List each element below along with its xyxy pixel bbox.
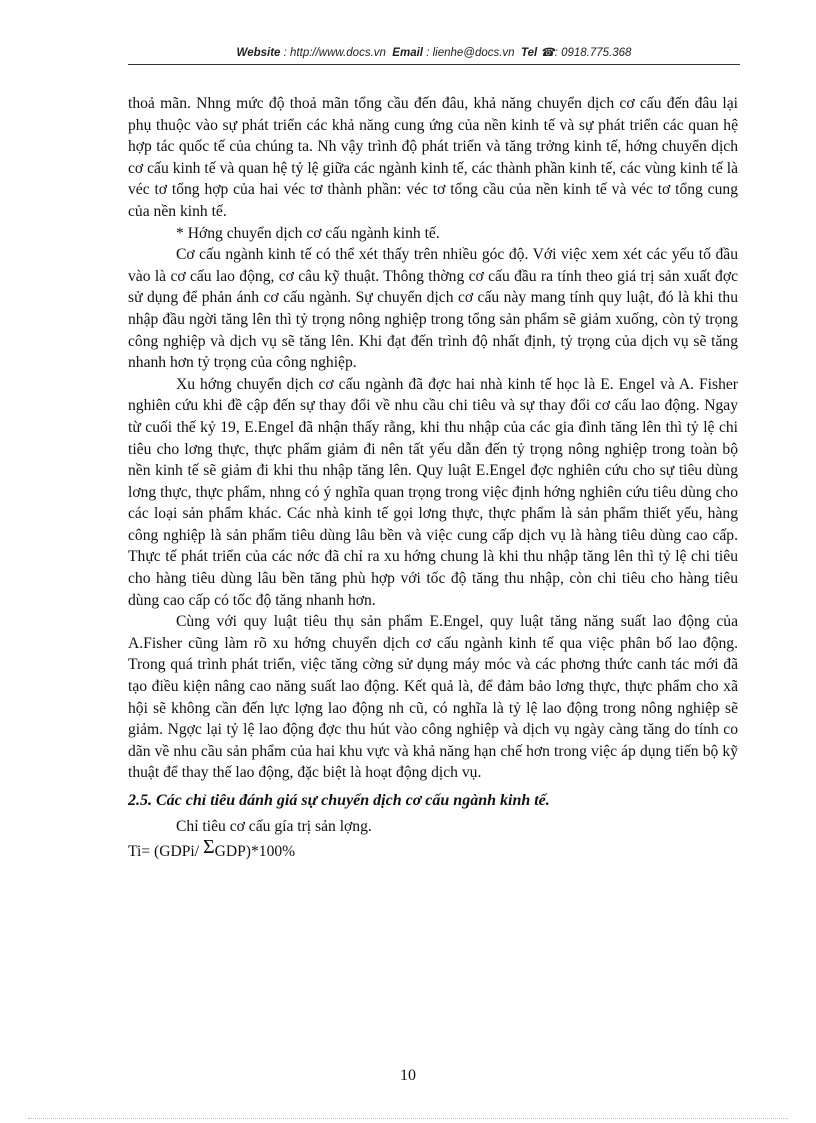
paragraph-6: Chỉ tiêu cơ cấu gía trị sản lợng.: [176, 817, 372, 835]
paragraph-2: * Hớng chuyển dịch cơ cấu ngành kinh tế.: [176, 224, 440, 242]
footer-divider: [28, 1118, 788, 1119]
email-label: Email: [392, 47, 423, 59]
website-url: : http://www.docs.vn: [283, 47, 386, 59]
page-number: 10: [400, 1067, 416, 1084]
formula-right: GDP)*100%: [214, 843, 296, 861]
sigma-symbol: Σ: [202, 836, 215, 859]
section-heading: 2.5. Các chỉ tiêu đánh giá sự chuyển dịch cơ cấu ngành kinh tế.: [128, 792, 550, 809]
website-label: Website: [236, 47, 281, 59]
tel-label: Tel: [520, 47, 538, 59]
paragraph-1: thoả mãn. Nhng mức độ thoả mãn tổng cầu đến đâu, khả năng chuyển dịch cơ cấu đến đâu lại phụ thuộc vào sự phát triển các khả năng cung ứng của nền kinh tế và sự phát triển các quan hệ hợp tác quốc tế của chúng ta. Nh vậy trình độ phát triển và tăng trởng kinh tế, hớng chuyển dịch cơ cấu kinh tế và quan hệ tỷ lệ giữa các ngành kinh tế, các thành phần kinh tế, các vùng kinh tế là véc tơ tổng hợp của hai véc tơ thành phần: véc tơ tổng cầu của nền kinh tế và véc tơ tổng cung của nền kinh tế.: [128, 95, 738, 220]
formula-left: Ti= (GDPi/: [128, 843, 203, 861]
tel-value: : 0918.775.368: [554, 47, 632, 59]
paragraph-4: Xu hớng chuyển dịch cơ cấu ngành đã đợc hai nhà kinh tế học là E. Engel và A. Fisher nghiên cứu khi đề cập đến sự thay đổi về nhu cầu chi tiêu và sự thay đổi cơ cấu lao động. Ngay từ cuối thế kỷ 19, E.Engel đã nhận thấy rằng, khi thu nhập của các gia đình tăng lên thì tỷ lệ chi tiêu cho lơng thực, thực phẩm giảm đi nên tất yếu dẫn đến tỷ trọng nông nghiệp trong toàn bộ nền kinh tế sẽ giảm đi khi thu nhập tăng lên. Quy luật E.Engel đợc nghiên cứu cho sự tiêu dùng lơng thực, thực phẩm, nhng có ý nghĩa quan trọng trong việc định hớng nghiên cứu tiêu dùng cho các loại sản phẩm khác. Các nhà kinh tế gọi lơng thực, thực phẩm là sản phẩm thiết yếu, hàng công nghiệp là sản phẩm tiêu dùng lâu bền và việc cung cấp dịch vụ là hàng tiêu dùng cao cấp. Thực tế phát triển của các nớc đã chỉ ra xu hớng chung là khi thu nhập tăng lên thì tỷ lệ chi tiêu cho hàng tiêu dùng lâu bền tăng phù hợp với tốc độ tăng thu nhập, còn chi tiêu cho hàng tiêu dùng cao cấp có tốc độ tăng nhanh hơn.: [128, 375, 738, 609]
page-body: [128, 93, 738, 863]
formula: [128, 837, 738, 863]
phone-icon: ☎: [540, 47, 555, 59]
paragraph-5: Cùng với quy luật tiêu thụ sản phẩm E.Engel, quy luật tăng năng suất lao động của A.Fisher cũng làm rõ xu hớng chuyển dịch cơ cấu ngành kinh tế qua việc phân bố lao động. Trong quá trình phát triển, việc tăng cờng sử dụng máy móc và các phơng thức canh tác mới đã tạo điều kiện nâng cao năng suất lao động. Kết quả là, để đảm bảo lơng thực, thực phẩm cho xã hội sẽ không cần đến lực lợng lao động nh cũ, có nghĩa là tỷ lệ lao động trong nông nghiệp sẽ giảm. Ngợc lại tỷ lệ lao động đợc thu hút vào công nghiệp và dịch vụ ngày càng tăng do tính co dãn về nhu cầu sản phẩm của hai khu vực và khả năng hạn chế hơn trong việc áp dụng tiến bộ kỹ thuật để thay thế lao động, đặc biệt là hoạt động dịch vụ.: [128, 613, 738, 782]
email-value: : lienhe@docs.vn: [426, 47, 515, 59]
paragraph-3: Cơ cấu ngành kinh tế có thể xét thấy trên nhiều góc độ. Với việc xem xét các yếu tố đầu vào là cơ cấu lao động, cơ câu kỹ thuật. Thông thờng cơ cấu đầu ra tính theo giá trị sản xuất đợc sử dụng để phản ánh cơ cấu ngành. Sự chuyển dịch cơ cấu này mang tính quy luật, đó là khi thu nhập đầu ngời tăng lên thì tỷ trọng nông nghiệp trong tổng sản phẩm sẽ giảm xuống, còn tỷ trọng công nghiệp và dịch vụ sẽ tăng lên. Khi đạt đến trình độ nhất định, tỷ trọng của dịch vụ sẽ tăng nhanh hơn tỷ trọng của công nghiệp.: [128, 246, 738, 372]
page-header: [128, 44, 740, 65]
